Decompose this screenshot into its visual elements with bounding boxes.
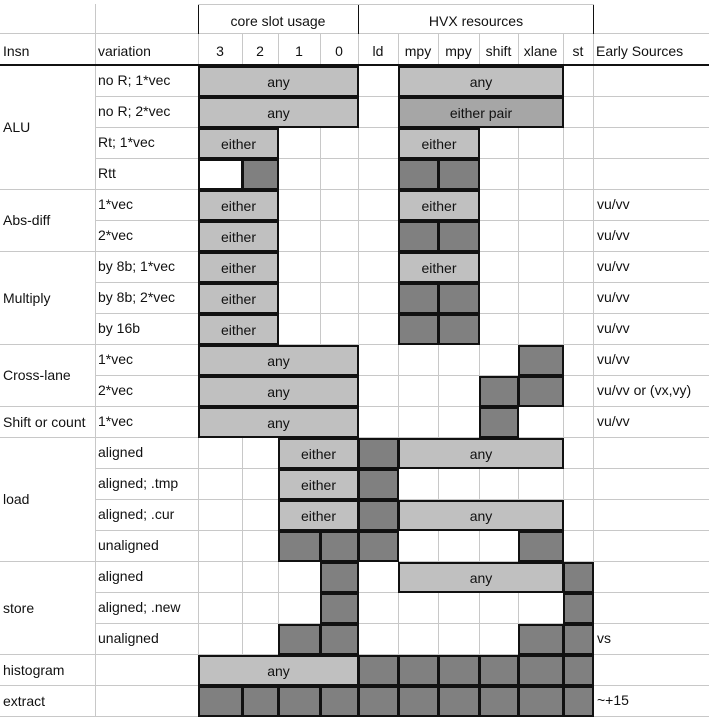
- header-shift: shift: [485, 43, 512, 59]
- usage-block: either: [398, 252, 480, 283]
- group-top-border: [198, 4, 594, 5]
- header-slot-2: 2: [256, 43, 264, 59]
- variation-label: Rt; 1*vec: [98, 134, 155, 150]
- usage-block: [398, 655, 439, 686]
- insn-label: Cross-lane: [3, 367, 71, 383]
- usage-block: [242, 159, 279, 190]
- group-divider-4: [0, 189, 709, 190]
- usage-block: [518, 345, 564, 376]
- usage-block: any: [398, 500, 564, 531]
- usage-block: [563, 593, 594, 624]
- usage-block: [398, 686, 439, 717]
- insn-label: ALU: [3, 119, 31, 135]
- insn-label: store: [3, 599, 35, 616]
- variation-label: 1*vec: [98, 413, 134, 429]
- usage-block: [438, 686, 480, 717]
- usage-block: [518, 686, 564, 717]
- variation-label: by 16b: [98, 320, 141, 336]
- usage-block: any: [398, 66, 564, 97]
- early-source-label: vu/vv: [597, 289, 630, 305]
- usage-block: [518, 376, 564, 407]
- row-divider-10: [95, 375, 709, 376]
- insn-label: Shift or count: [3, 413, 86, 430]
- variation-column-rule: [95, 4, 96, 66]
- early-source-label: vu/vv: [597, 413, 630, 429]
- usage-block: [358, 438, 399, 469]
- variation-label: aligned: [98, 444, 144, 460]
- usage-block: [320, 686, 359, 717]
- usage-block: [320, 593, 359, 624]
- usage-block: either pair: [398, 97, 564, 128]
- usage-block: any: [198, 376, 359, 407]
- usage-block: [398, 221, 439, 252]
- usage-block: [198, 686, 243, 717]
- insn-label: extract: [3, 692, 46, 709]
- usage-block: either: [398, 128, 480, 159]
- variation-label: unaligned: [98, 537, 159, 553]
- early-source-label: vu/vv or (vx,vy): [597, 382, 692, 398]
- group-header-core: core slot usage: [230, 13, 326, 29]
- usage-block: [563, 562, 594, 593]
- usage-block: either: [198, 190, 279, 221]
- early-source-label: ~+15: [597, 692, 629, 708]
- header-st: st: [572, 43, 584, 59]
- variation-label: by 8b; 2*vec: [98, 289, 176, 305]
- usage-block: [358, 500, 399, 531]
- grid-col-1: [95, 65, 96, 716]
- early-source-label: vu/vv: [597, 196, 630, 212]
- variation-label: aligned: [98, 568, 144, 584]
- usage-block: [438, 655, 480, 686]
- usage-block: [278, 624, 321, 655]
- insn-label: Abs-diff: [3, 212, 51, 228]
- usage-block: [278, 686, 321, 717]
- header-early-sources: Early Sources: [596, 43, 684, 59]
- usage-block: [358, 531, 399, 562]
- usage-block: any: [398, 438, 564, 469]
- variation-label: unaligned: [98, 630, 159, 646]
- usage-block: [479, 407, 519, 438]
- insn-label: load: [3, 491, 30, 507]
- header-row-divider: [0, 33, 709, 34]
- usage-block: [518, 655, 564, 686]
- usage-block: any: [398, 562, 564, 593]
- header-slot-1: 1: [295, 43, 303, 59]
- usage-block: [438, 159, 480, 190]
- group-header-hvx: HVX resources: [428, 13, 524, 29]
- variation-label: no R; 2*vec: [98, 103, 171, 119]
- usage-block: [358, 655, 399, 686]
- usage-block: [358, 469, 399, 500]
- usage-block: either: [198, 252, 279, 283]
- variation-label: 1*vec: [98, 351, 134, 367]
- usage-block: [563, 655, 594, 686]
- usage-block: [563, 686, 594, 717]
- header-variation: variation: [98, 43, 151, 59]
- variation-label: no R; 1*vec: [98, 72, 171, 88]
- variation-label: aligned; .cur: [98, 506, 175, 522]
- usage-block: any: [198, 655, 359, 686]
- header-xlane: xlane: [523, 43, 558, 59]
- usage-block: [563, 624, 594, 655]
- insn-label: histogram: [3, 661, 65, 678]
- usage-block: [518, 531, 564, 562]
- variation-label: 2*vec: [98, 227, 134, 243]
- variation-label: aligned; .new: [98, 599, 181, 615]
- early-source-label: vu/vv: [597, 227, 630, 243]
- usage-block: [398, 314, 439, 345]
- variation-label: 1*vec: [98, 196, 134, 212]
- usage-block: [438, 314, 480, 345]
- usage-block: [438, 283, 480, 314]
- usage-block: either: [198, 283, 279, 314]
- usage-block: any: [198, 97, 359, 128]
- insn-label: Multiply: [3, 289, 51, 306]
- variation-label: by 8b; 1*vec: [98, 258, 176, 274]
- usage-block: [320, 624, 359, 655]
- usage-block: [479, 376, 519, 407]
- usage-block: either: [198, 128, 279, 159]
- usage-block: [479, 686, 519, 717]
- usage-block: either: [198, 314, 279, 345]
- usage-block: [358, 686, 399, 717]
- row-divider-18: [95, 623, 709, 624]
- usage-block: either: [398, 190, 480, 221]
- variation-label: Rtt: [98, 165, 116, 181]
- usage-block: either: [198, 221, 279, 252]
- usage-block: [518, 624, 564, 655]
- usage-block: [242, 686, 279, 717]
- usage-block: either: [278, 500, 359, 531]
- header-mpy-a: mpy: [404, 43, 432, 59]
- variation-label: aligned; .tmp: [98, 475, 179, 491]
- usage-block: either: [278, 469, 359, 500]
- usage-block: [320, 531, 359, 562]
- usage-block: [479, 655, 519, 686]
- early-source-label: vu/vv: [597, 351, 630, 367]
- usage-block: [278, 531, 321, 562]
- variation-label: 2*vec: [98, 382, 134, 398]
- usage-block: any: [198, 66, 359, 97]
- usage-block: [398, 159, 439, 190]
- header-ld: ld: [372, 43, 384, 59]
- usage-block: any: [198, 407, 359, 438]
- header-slot-0: 0: [335, 43, 343, 59]
- usage-block: any: [198, 345, 359, 376]
- usage-block: [198, 159, 243, 190]
- usage-block: [438, 221, 480, 252]
- usage-block: either: [278, 438, 359, 469]
- header-slot-3: 3: [216, 43, 224, 59]
- group-divider-6: [0, 251, 709, 252]
- early-source-label: vu/vv: [597, 258, 630, 274]
- header-insn: Insn: [3, 43, 30, 59]
- header-mpy-b: mpy: [445, 43, 472, 59]
- usage-block: [398, 283, 439, 314]
- early-source-label: vu/vv: [597, 320, 630, 336]
- early-source-label: vs: [597, 630, 611, 646]
- usage-block: [320, 562, 359, 593]
